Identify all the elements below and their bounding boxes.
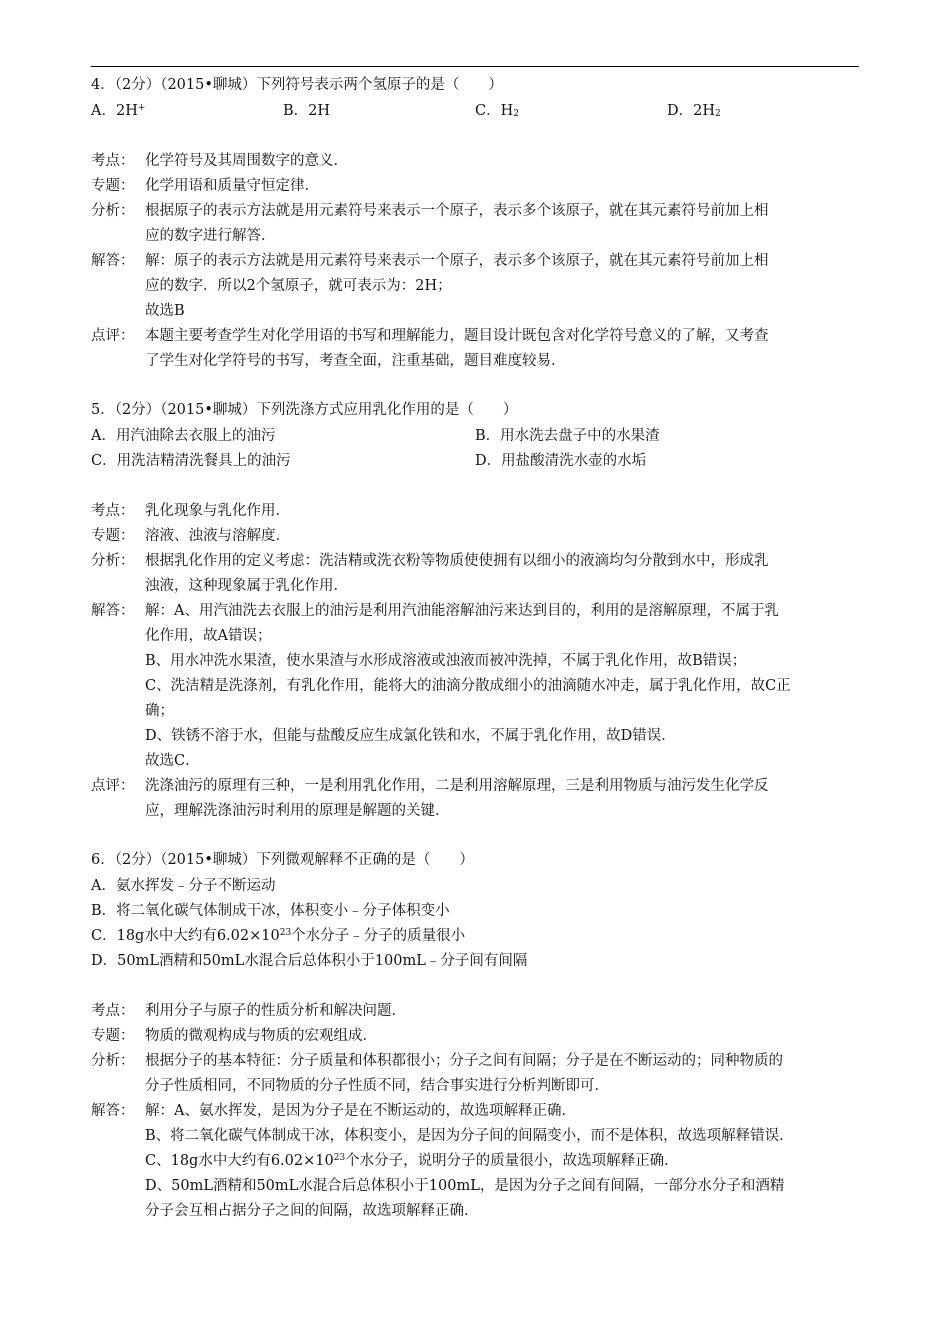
q5-jieda-line: C、洗洁精是洗涤剂，有乳化作用，能将大的油滴分散成细小的油滴随水冲走，属于乳化作用，故C正 [145,678,791,694]
q6-jieda-line: 解：A、氨水挥发，是因为分子是在不断运动的，故选项解释正确． [145,1103,576,1119]
q4-dianping-label: 点评： [91,328,135,344]
q6-stem: 6．（2分）（2015•聊城）下列微观解释不正确的是（ ） [91,852,474,868]
q4-jieda-line: 故选B [145,303,185,319]
q5-zhuanti: 溶液、浊液与溶解度． [145,528,290,544]
q6-option-a: A．氨水挥发﹣分子不断运动 [91,878,276,894]
q5-option-b: B．用水洗去盘子中的水果渣 [475,428,660,444]
q5-kaodian-label: 考点： [91,503,135,519]
q5-jieda-line: B、用水冲洗水果渣，使水果渣与水形成溶液或浊液而被冲洗掉，不属于乳化作用，故B错误； [145,653,747,669]
q6-option-d: D．50mL酒精和50mL水混合后总体积小于100mL﹣分子间有间隔 [91,953,528,969]
q6-zhuanti-label: 专题： [91,1028,135,1044]
q6-zhuanti: 物质的微观构成与物质的宏观组成． [145,1028,377,1044]
q6-jieda-label: 解答： [91,1103,135,1119]
q4-zhuanti-label: 专题： [91,178,135,194]
q6-jieda-line: D、50mL酒精和50mL水混合后总体积小于100mL，是因为分子之间有间隔，一部分水分子和酒精 [145,1178,785,1194]
q6-kaodian: 利用分子与原子的性质分析和解决问题． [145,1003,406,1019]
q5-fenxi-line: 根据乳化作用的定义考虑：洗洁精或洗衣粉等物质使使拥有以细小的液滴均匀分散到水中，形成乳 [145,553,769,569]
q5-jieda-line: 化作用，故A错误； [145,628,272,644]
q4-fenxi-line: 根据原子的表示方法就是用元素符号来表示一个原子，表示多个该原子，就在其元素符号前加上相 [145,203,769,219]
q4-kaodian-label: 考点： [91,153,135,169]
q5-option-a: A．用汽油除去衣服上的油污 [91,428,276,444]
q4-dianping-line: 本题主要考查学生对化学用语的书写和理解能力，题目设计既包含对化学符号意义的了解，又考查 [145,328,769,344]
q5-jieda-line: 故选C． [145,753,200,769]
q5-jieda-line: 确； [145,703,174,719]
q6-option-b: B．将二氧化碳气体制成干冰，体积变小﹣分子体积变小 [91,903,450,919]
q6-fenxi-line: 分子性质相同，不同物质的分子性质不同，结合事实进行分析判断即可． [145,1078,609,1094]
q4-option-c: C．$H_2$ [475,103,519,119]
q6-fenxi-line: 根据分子的基本特征：分子质量和体积都很小；分子之间有间隔；分子是在不断运动的；同种物质的 [145,1053,783,1069]
q4-option-b: B．2H [283,103,331,119]
q4-stem: 4．（2分）（2015•聊城）下列符号表示两个氢原子的是（ ） [91,77,503,93]
q4-fenxi-line: 应的数字进行解答． [145,228,276,244]
q4-jieda-label: 解答： [91,253,135,269]
q6-jieda-line: 分子会互相占据分子之间的间隔，故选项解释正确． [145,1203,479,1219]
header-rule [91,66,859,67]
q4-jieda-line: 解：原子的表示方法就是用元素符号来表示一个原子，表示多个该原子，就在其元素符号前加上相 [145,253,769,269]
q5-option-d: D．用盐酸清洗水壶的水垢 [475,453,647,469]
q6-jieda-line: C、18g水中大约有$6.02\times 10^{23}$个水分子，说明分子的质量很小，故选项解释正确． [145,1153,679,1169]
q5-option-c: C．用洗洁精清洗餐具上的油污 [91,453,291,469]
q5-dianping-line: 洗涤油污的原理有三种，一是利用乳化作用，二是利用溶解原理，三是利用物质与油污发生化学反 [145,778,769,794]
q5-dianping-line: 应，理解洗涤油污时利用的原理是解题的关键． [145,803,450,819]
q5-zhuanti-label: 专题： [91,528,135,544]
q4-option-d: D．$2H_2$ [667,103,721,119]
q5-jieda-label: 解答： [91,603,135,619]
q5-kaodian: 乳化现象与乳化作用． [145,503,290,519]
q5-jieda-line: 解：A、用汽油洗去衣服上的油污是利用汽油能溶解油污来达到目的，利用的是溶解原理，不属于乳 [145,603,779,619]
q5-jieda-line: D、铁锈不溶于水，但能与盐酸反应生成氯化铁和水，不属于乳化作用，故D错误． [145,728,676,744]
q4-zhuanti: 化学用语和质量守恒定律． [145,178,319,194]
q4-kaodian: 化学符号及其周围数字的意义． [145,153,348,169]
q6-fenxi-label: 分析： [91,1053,135,1069]
q6-jieda-line: B、将二氧化碳气体制成干冰，体积变小，是因为分子间的间隔变小，而不是体积，故选项解释错误． [145,1128,794,1144]
q5-fenxi-label: 分析： [91,553,135,569]
q4-fenxi-label: 分析： [91,203,135,219]
q6-option-c: C．18g水中大约有$6.02\times 10^{23}$个水分子﹣分子的质量很小 [91,928,466,944]
q6-kaodian-label: 考点： [91,1003,135,1019]
q4-dianping-line: 了学生对化学符号的书写，考查全面，注重基础，题目难度较易． [145,353,566,369]
q4-jieda-line: 应的数字．所以2个氢原子，就可表示为：2H； [145,278,452,294]
q4-option-a: A．2H+ [91,103,146,119]
q5-fenxi-line: 浊液，这种现象属于乳化作用． [145,578,348,594]
q5-dianping-label: 点评： [91,778,135,794]
q5-stem: 5．（2分）（2015•聊城）下列洗涤方式应用乳化作用的是（ ） [91,402,518,418]
